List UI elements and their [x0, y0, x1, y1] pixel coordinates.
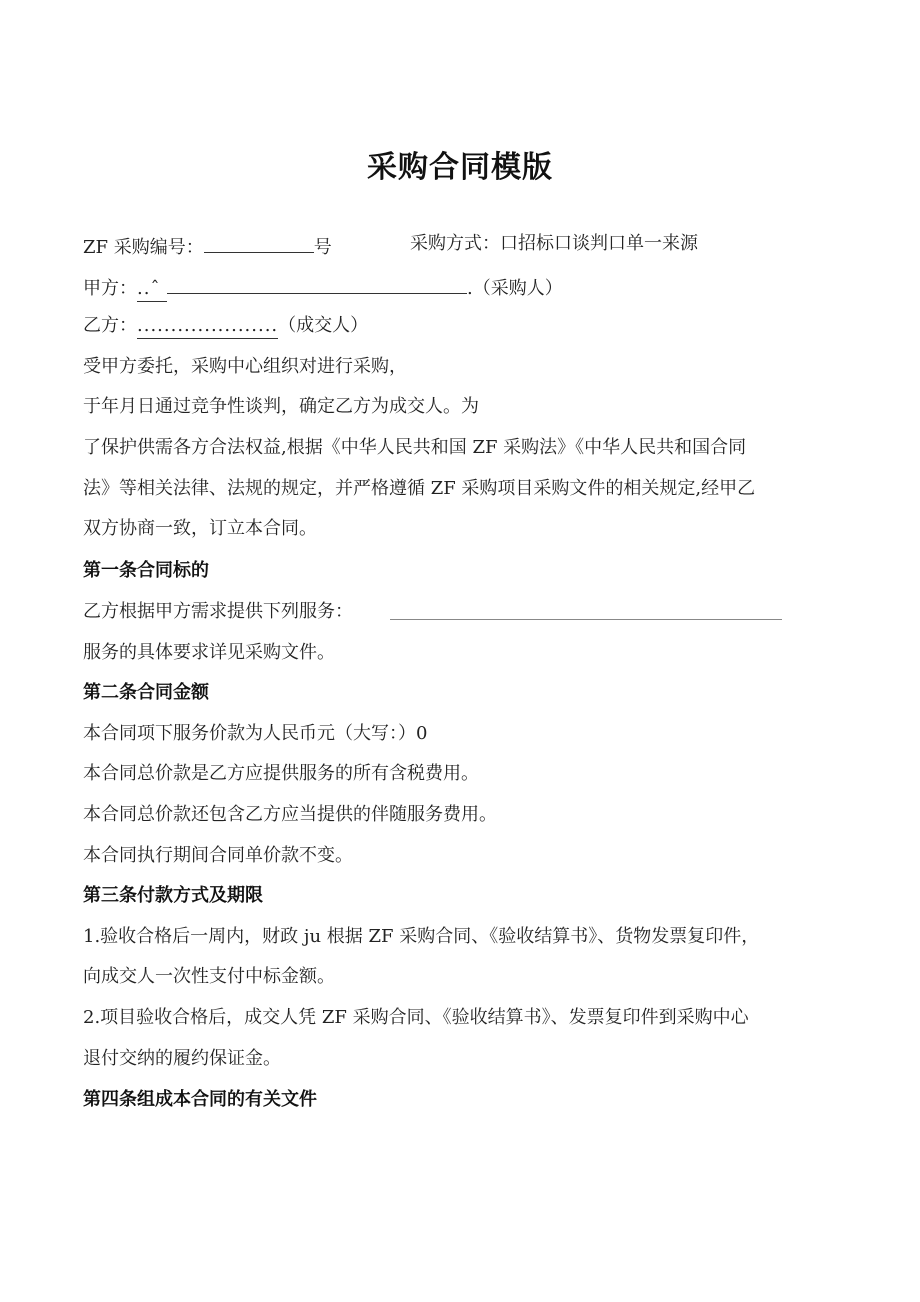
party-b-label: 乙方：	[83, 315, 137, 336]
article-1-line: 服务的具体要求详见采购文件。	[83, 642, 335, 663]
service-blank-rule	[390, 619, 782, 620]
document-title: 采购合同模版	[367, 150, 553, 185]
party-a-blank	[167, 273, 467, 294]
intro-line: 于年月日通过竞争性谈判，确定乙方为成交人。为	[83, 396, 479, 417]
article-3-line: 向成交人一次性支付中标金额。	[83, 966, 335, 987]
article-2-line: 本合同总价款还包含乙方应当提供的伴随服务费用。	[83, 804, 497, 825]
article-2-line: 本合同总价款是乙方应提供服务的所有含税费用。	[83, 763, 479, 784]
procurement-number-suffix: 号	[313, 237, 332, 258]
article-3-line: 退付交纳的履约保证金。	[83, 1048, 281, 1069]
article-1-heading: 第一条合同标的	[83, 560, 209, 581]
article-3-heading: 第三条付款方式及期限	[83, 885, 263, 906]
article-2-heading: 第二条合同金额	[83, 682, 209, 703]
party-b-fill: .....................	[137, 314, 278, 339]
article-3-line: 2.项目验收合格后，成交人凭 ZF 采购合同、《验收结算书》、发票复印件到采购中心	[83, 1007, 749, 1028]
intro-line: 了保护供需各方合法权益,根据《中华人民共和国 ZF 采购法》《中华人民共和国合同	[83, 437, 747, 458]
party-b-line	[83, 314, 368, 339]
header-line	[83, 232, 332, 260]
intro-line: 法》等相关法律、法规的规定，并严格遵循 ZF 采购项目采购文件的相关规定,经甲乙	[83, 478, 756, 499]
party-a-label: 甲方：	[83, 278, 137, 299]
article-2-line: 本合同执行期间合同单价款不变。	[83, 845, 353, 866]
party-a-fill: ..ˆ	[137, 277, 167, 302]
article-2-line: 本合同项下服务价款为人民币元（大写：）0	[83, 723, 428, 744]
intro-line: 受甲方委托，采购中心组织对进行采购，	[83, 356, 407, 377]
article-3-line: 1.验收合格后一周内，财政 ju 根据 ZF 采购合同、《验收结算书》、货物发票复印件，	[83, 926, 760, 947]
party-a-line	[83, 273, 563, 302]
party-b-role: （成交人）	[278, 315, 369, 336]
intro-line: 双方协商一致，订立本合同。	[83, 518, 317, 539]
article-4-heading: 第四条组成本合同的有关文件	[83, 1089, 317, 1110]
article-1-line: 乙方根据甲方需求提供下列服务：	[83, 601, 353, 622]
procurement-number-blank	[204, 232, 314, 253]
party-a-end-dot: .	[467, 278, 473, 299]
procurement-method: 采购方式：口招标口谈判口单一来源	[410, 233, 698, 254]
party-a-role: （采购人）	[472, 278, 563, 299]
procurement-number-label: ZF 采购编号：	[83, 237, 204, 258]
